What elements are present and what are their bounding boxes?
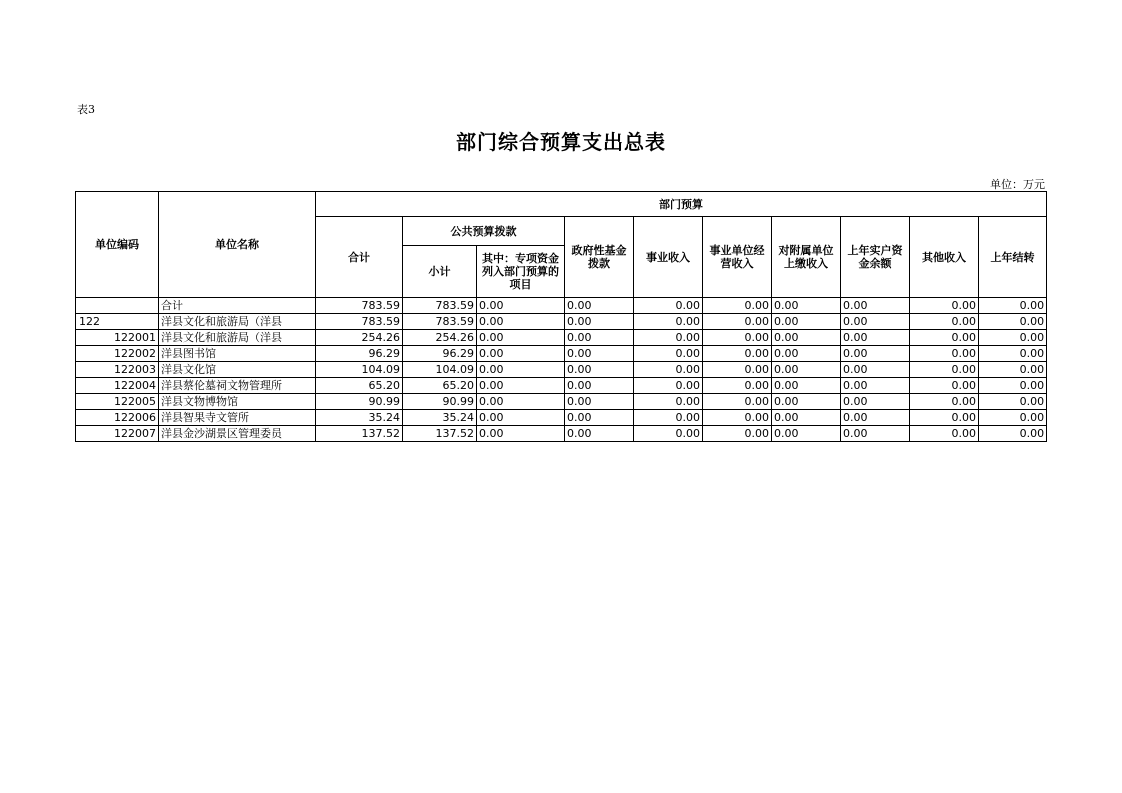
cell-operating: 0.00 xyxy=(703,314,772,330)
cell-carryover: 0.00 xyxy=(979,362,1047,378)
cell-subtotal: 65.20 xyxy=(403,378,477,394)
header-unit-name: 单位名称 xyxy=(159,192,316,298)
cell-name: 洋县智果寺文管所 xyxy=(159,410,316,426)
cell-other: 0.00 xyxy=(910,298,979,314)
cell-special: 0.00 xyxy=(477,330,565,346)
cell-prev-balance: 0.00 xyxy=(841,394,910,410)
cell-gov-fund: 0.00 xyxy=(565,298,634,314)
cell-operating: 0.00 xyxy=(703,330,772,346)
cell-gov-fund: 0.00 xyxy=(565,314,634,330)
cell-other: 0.00 xyxy=(910,362,979,378)
cell-gov-fund: 0.00 xyxy=(565,410,634,426)
cell-subtotal: 104.09 xyxy=(403,362,477,378)
cell-total: 90.99 xyxy=(316,394,403,410)
table-number: 表3 xyxy=(77,103,95,116)
cell-operating: 0.00 xyxy=(703,346,772,362)
cell-business: 0.00 xyxy=(634,410,703,426)
cell-name: 洋县文化和旅游局（洋县 xyxy=(159,314,316,330)
cell-total: 104.09 xyxy=(316,362,403,378)
cell-operating: 0.00 xyxy=(703,298,772,314)
cell-business: 0.00 xyxy=(634,426,703,442)
cell-code: 122 xyxy=(76,314,159,330)
cell-subordinate: 0.00 xyxy=(772,346,841,362)
cell-special: 0.00 xyxy=(477,298,565,314)
cell-total: 254.26 xyxy=(316,330,403,346)
header-public-budget: 公共预算拨款 xyxy=(403,217,565,246)
cell-carryover: 0.00 xyxy=(979,394,1047,410)
cell-prev-balance: 0.00 xyxy=(841,346,910,362)
cell-gov-fund: 0.00 xyxy=(565,346,634,362)
cell-subordinate: 0.00 xyxy=(772,330,841,346)
cell-prev-balance: 0.00 xyxy=(841,378,910,394)
header-dept-budget: 部门预算 xyxy=(316,192,1047,217)
table-row xyxy=(76,410,1047,426)
cell-subtotal: 90.99 xyxy=(403,394,477,410)
cell-carryover: 0.00 xyxy=(979,346,1047,362)
header-subtotal: 小计 xyxy=(403,246,477,298)
header-business-income: 事业收入 xyxy=(634,217,703,298)
cell-code: 122002 xyxy=(76,346,159,362)
cell-carryover: 0.00 xyxy=(979,298,1047,314)
cell-subordinate: 0.00 xyxy=(772,426,841,442)
cell-business: 0.00 xyxy=(634,362,703,378)
table-row xyxy=(76,378,1047,394)
cell-subordinate: 0.00 xyxy=(772,394,841,410)
cell-special: 0.00 xyxy=(477,378,565,394)
cell-other: 0.00 xyxy=(910,394,979,410)
cell-business: 0.00 xyxy=(634,378,703,394)
cell-name: 合计 xyxy=(159,298,316,314)
cell-total: 137.52 xyxy=(316,426,403,442)
cell-code: 122003 xyxy=(76,362,159,378)
cell-total: 783.59 xyxy=(316,314,403,330)
cell-special: 0.00 xyxy=(477,314,565,330)
cell-prev-balance: 0.00 xyxy=(841,314,910,330)
cell-prev-balance: 0.00 xyxy=(841,362,910,378)
cell-prev-balance: 0.00 xyxy=(841,426,910,442)
header-unit-code: 单位编码 xyxy=(76,192,159,298)
cell-subtotal: 254.26 xyxy=(403,330,477,346)
header-other-income: 其他收入 xyxy=(910,217,979,298)
cell-subordinate: 0.00 xyxy=(772,410,841,426)
cell-name: 洋县金沙湖景区管理委员 xyxy=(159,426,316,442)
cell-business: 0.00 xyxy=(634,314,703,330)
cell-subtotal: 35.24 xyxy=(403,410,477,426)
cell-special: 0.00 xyxy=(477,426,565,442)
cell-code: 122004 xyxy=(76,378,159,394)
table-row xyxy=(76,330,1047,346)
cell-name: 洋县文物博物馆 xyxy=(159,394,316,410)
cell-subordinate: 0.00 xyxy=(772,298,841,314)
cell-name: 洋县图书馆 xyxy=(159,346,316,362)
header-prev-carryover: 上年结转 xyxy=(979,217,1047,298)
cell-subordinate: 0.00 xyxy=(772,362,841,378)
cell-total: 65.20 xyxy=(316,378,403,394)
cell-carryover: 0.00 xyxy=(979,378,1047,394)
cell-prev-balance: 0.00 xyxy=(841,298,910,314)
cell-business: 0.00 xyxy=(634,298,703,314)
budget-table xyxy=(75,191,1047,442)
page-title: 部门综合预算支出总表 xyxy=(456,130,666,154)
cell-special: 0.00 xyxy=(477,362,565,378)
cell-carryover: 0.00 xyxy=(979,410,1047,426)
cell-carryover: 0.00 xyxy=(979,426,1047,442)
table-row xyxy=(76,346,1047,362)
cell-prev-balance: 0.00 xyxy=(841,330,910,346)
cell-other: 0.00 xyxy=(910,410,979,426)
header-prev-balance: 上年实户资金余额 xyxy=(841,217,910,298)
unit-label: 单位：万元 xyxy=(990,178,1045,191)
cell-other: 0.00 xyxy=(910,426,979,442)
cell-subordinate: 0.00 xyxy=(772,314,841,330)
cell-subtotal: 783.59 xyxy=(403,314,477,330)
cell-operating: 0.00 xyxy=(703,362,772,378)
cell-total: 96.29 xyxy=(316,346,403,362)
cell-other: 0.00 xyxy=(910,378,979,394)
header-operating-income: 事业单位经营收入 xyxy=(703,217,772,298)
table-row xyxy=(76,314,1047,330)
cell-operating: 0.00 xyxy=(703,410,772,426)
cell-other: 0.00 xyxy=(910,346,979,362)
cell-gov-fund: 0.00 xyxy=(565,394,634,410)
cell-name: 洋县文化和旅游局（洋县 xyxy=(159,330,316,346)
cell-code: 122001 xyxy=(76,330,159,346)
cell-business: 0.00 xyxy=(634,394,703,410)
cell-other: 0.00 xyxy=(910,314,979,330)
cell-special: 0.00 xyxy=(477,394,565,410)
cell-subordinate: 0.00 xyxy=(772,378,841,394)
cell-gov-fund: 0.00 xyxy=(565,330,634,346)
cell-gov-fund: 0.00 xyxy=(565,362,634,378)
header-subordinate-income: 对附属单位上缴收入 xyxy=(772,217,841,298)
cell-carryover: 0.00 xyxy=(979,330,1047,346)
table-row xyxy=(76,298,1047,314)
table-row xyxy=(76,426,1047,442)
cell-subtotal: 96.29 xyxy=(403,346,477,362)
cell-special: 0.00 xyxy=(477,410,565,426)
cell-operating: 0.00 xyxy=(703,426,772,442)
cell-operating: 0.00 xyxy=(703,378,772,394)
header-special-project: 其中：专项资金列入部门预算的项目 xyxy=(477,246,565,298)
header-gov-fund: 政府性基金拨款 xyxy=(565,217,634,298)
cell-code: 122007 xyxy=(76,426,159,442)
cell-prev-balance: 0.00 xyxy=(841,410,910,426)
cell-business: 0.00 xyxy=(634,330,703,346)
table-row xyxy=(76,394,1047,410)
cell-code: 122005 xyxy=(76,394,159,410)
cell-gov-fund: 0.00 xyxy=(565,378,634,394)
cell-business: 0.00 xyxy=(634,346,703,362)
table-row xyxy=(76,362,1047,378)
cell-name: 洋县蔡伦墓祠文物管理所 xyxy=(159,378,316,394)
cell-gov-fund: 0.00 xyxy=(565,426,634,442)
cell-other: 0.00 xyxy=(910,330,979,346)
cell-code xyxy=(76,298,159,314)
cell-code: 122006 xyxy=(76,410,159,426)
cell-carryover: 0.00 xyxy=(979,314,1047,330)
cell-name: 洋县文化馆 xyxy=(159,362,316,378)
cell-subtotal: 137.52 xyxy=(403,426,477,442)
cell-total: 35.24 xyxy=(316,410,403,426)
header-total: 合计 xyxy=(316,217,403,298)
cell-total: 783.59 xyxy=(316,298,403,314)
cell-special: 0.00 xyxy=(477,346,565,362)
cell-operating: 0.00 xyxy=(703,394,772,410)
cell-subtotal: 783.59 xyxy=(403,298,477,314)
